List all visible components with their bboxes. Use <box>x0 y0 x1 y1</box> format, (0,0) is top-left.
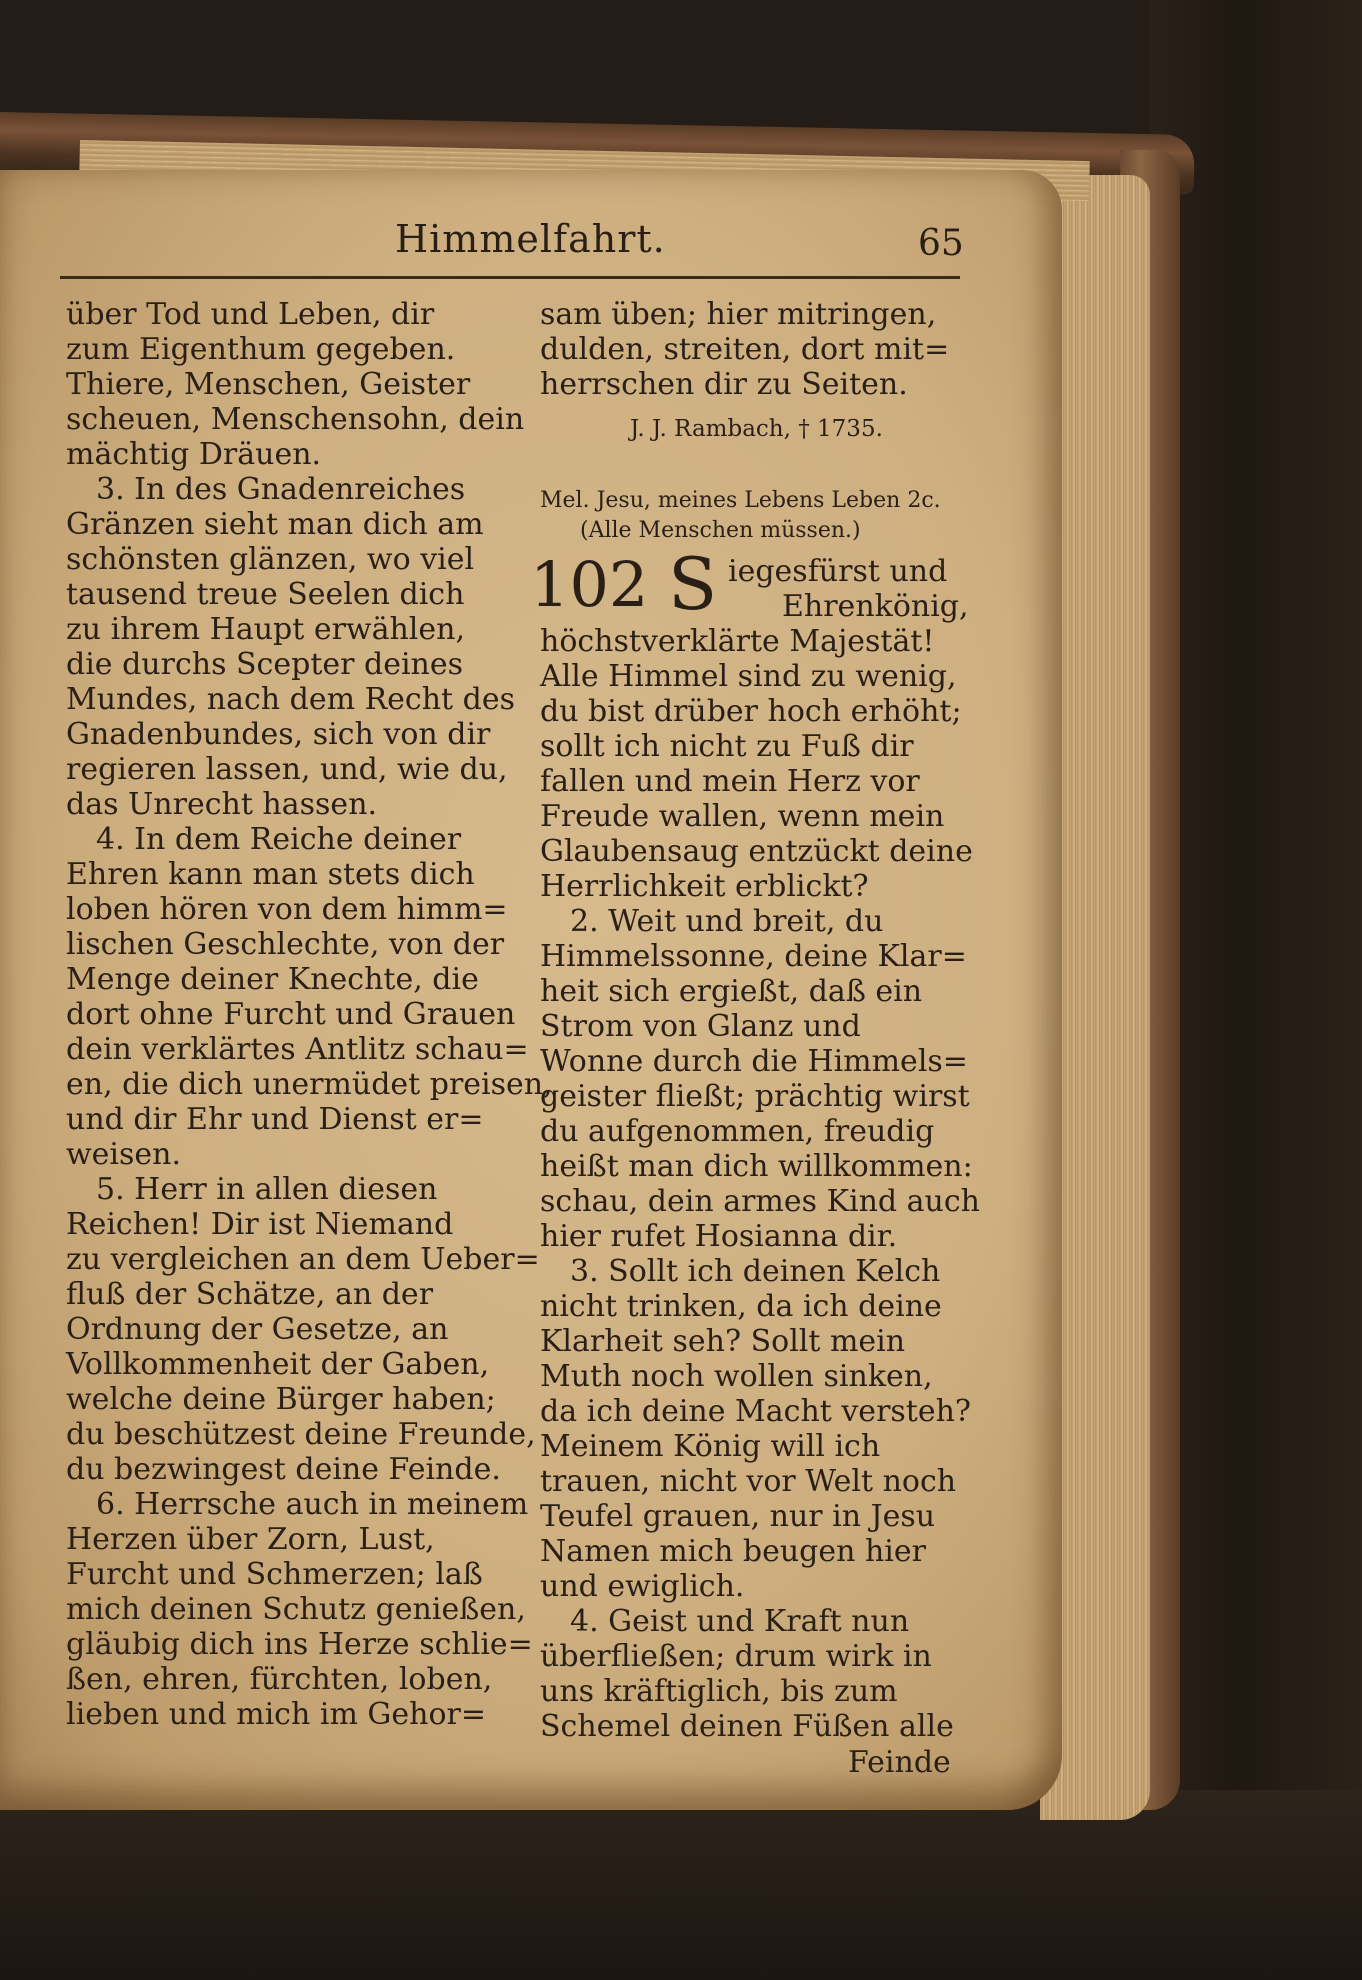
right-line: heißt man dich willkommen: <box>540 1149 973 1184</box>
left-line: das Unrecht hassen. <box>66 787 378 822</box>
right-line: geister fließt; prächtig wirst <box>540 1079 970 1114</box>
right-line: überfließen; drum wirk in <box>540 1639 932 1674</box>
left-line: lieben und mich im Gehor= <box>66 1697 486 1732</box>
right-line: Glaubensaug entzückt deine <box>540 834 973 869</box>
left-line: Herzen über Zorn, Lust, <box>66 1522 435 1557</box>
background-bottom <box>0 1790 1362 1980</box>
left-line: mich deinen Schutz genießen, <box>66 1592 526 1627</box>
left-line: du bezwingest deine Feinde. <box>66 1452 501 1487</box>
left-line: regieren lassen, und, wie du, <box>66 752 508 787</box>
left-line: gläubig dich ins Herze schlie= <box>66 1627 533 1662</box>
right-line: da ich deine Macht versteh? <box>540 1394 972 1429</box>
left-line: Furcht und Schmerzen; laß <box>66 1557 483 1592</box>
left-line: 3. In des Gnadenreiches <box>96 472 466 507</box>
left-line: loben hören von dem himm= <box>66 892 508 927</box>
right-line: hier rufet Hosianna dir. <box>540 1219 898 1254</box>
left-line: Gränzen sieht man dich am <box>66 507 484 542</box>
left-line: Gnadenbundes, sich von dir <box>66 717 491 752</box>
left-line: über Tod und Leben, dir <box>66 297 435 332</box>
right-line: Alle Himmel sind zu wenig, <box>540 659 957 694</box>
left-line: zum Eigenthum gegeben. <box>66 332 456 367</box>
left-line: lischen Geschlechte, von der <box>66 927 505 962</box>
right-line: Himmelssonne, deine Klar= <box>540 939 967 974</box>
left-line: weisen. <box>66 1137 182 1172</box>
right-line: Strom von Glanz und <box>540 1009 861 1044</box>
right-line: heit sich ergießt, daß ein <box>540 974 923 1009</box>
right-line: Meinem König will ich <box>540 1429 881 1464</box>
left-line: Ordnung der Gesetze, an <box>66 1312 449 1347</box>
right-line: dulden, streiten, dort mit= <box>540 332 950 367</box>
right-line: fallen und mein Herz vor <box>540 764 920 799</box>
right-line: Herrlichkeit erblickt? <box>540 869 869 904</box>
hymn-second-line: Ehrenkönig, <box>782 589 969 624</box>
left-line: du beschützest deine Freunde, <box>66 1417 536 1452</box>
right-line: 2. Weit und breit, du <box>570 904 884 939</box>
left-line: 5. Herr in allen diesen <box>96 1172 438 1207</box>
left-line: zu vergleichen an dem Ueber= <box>66 1242 540 1277</box>
left-line: 6. Herrsche auch in meinem <box>96 1487 529 1522</box>
left-line: Thiere, Menschen, Geister <box>66 367 471 402</box>
right-line: Wonne durch die Himmels= <box>540 1044 968 1079</box>
left-line: zu ihrem Haupt erwählen, <box>66 612 466 647</box>
author-attribution: J. J. Rambach, † 1735. <box>630 416 883 442</box>
hymn-number: 102 <box>530 548 649 621</box>
left-line: scheuen, Menschensohn, dein <box>66 402 525 437</box>
running-head: Himmelfahrt. <box>395 217 666 261</box>
drop-cap: S <box>668 542 718 626</box>
left-line: und dir Ehr und Dienst er= <box>66 1102 484 1137</box>
hymn-first-line: iegesfürst und <box>728 554 948 589</box>
page-number: 65 <box>918 223 964 264</box>
right-line: du aufgenommen, freudig <box>540 1114 935 1149</box>
catchword: Feinde <box>848 1745 951 1780</box>
melody-alt-line: (Alle Menschen müssen.) <box>580 518 861 543</box>
right-line: du bist drüber hoch erhöht; <box>540 694 962 729</box>
left-line: Vollkommenheit der Gaben, <box>66 1347 490 1382</box>
left-line: Ehren kann man stets dich <box>66 857 475 892</box>
left-line: 4. In dem Reiche deiner <box>96 822 462 857</box>
right-line: sam üben; hier mitringen, <box>540 297 937 332</box>
header-rule <box>60 276 960 279</box>
left-line: Menge deiner Knechte, die <box>66 962 479 997</box>
left-line: ßen, ehren, fürchten, loben, <box>66 1662 493 1697</box>
left-line: die durchs Scepter deines <box>66 647 464 682</box>
left-line: en, die dich unermüdet preisen, <box>66 1067 553 1102</box>
left-line: Mundes, nach dem Recht des <box>66 682 516 717</box>
right-line: Klarheit seh? Sollt mein <box>540 1324 906 1359</box>
right-line: sollt ich nicht zu Fuß dir <box>540 729 914 764</box>
right-line: und ewiglich. <box>540 1569 745 1604</box>
right-line: trauen, nicht vor Welt noch <box>540 1464 957 1499</box>
right-line: herrschen dir zu Seiten. <box>540 367 908 402</box>
book-page <box>0 170 1062 1810</box>
left-line: Reichen! Dir ist Niemand <box>66 1207 454 1242</box>
right-line: höchstverklärte Majestät! <box>540 624 935 659</box>
left-line: fluß der Schätze, an der <box>66 1277 434 1312</box>
right-line: Muth noch wollen sinken, <box>540 1359 933 1394</box>
right-line: Namen mich beugen hier <box>540 1534 927 1569</box>
right-line: schau, dein armes Kind auch <box>540 1184 980 1219</box>
background-right <box>1150 0 1362 1980</box>
right-line: uns kräftiglich, bis zum <box>540 1674 898 1709</box>
right-line: nicht trinken, da ich deine <box>540 1289 942 1324</box>
melody-line: Mel. Jesu, meines Lebens Leben 2c. <box>540 488 941 513</box>
right-line: 4. Geist und Kraft nun <box>570 1604 910 1639</box>
left-line: dort ohne Furcht und Grauen <box>66 997 516 1032</box>
left-line: schönsten glänzen, wo viel <box>66 542 475 577</box>
right-line: Teufel grauen, nur in Jesu <box>540 1499 936 1534</box>
right-line: 3. Sollt ich deinen Kelch <box>570 1254 941 1289</box>
right-line: Schemel deinen Füßen alle <box>540 1709 954 1744</box>
left-line: welche deine Bürger haben; <box>66 1382 496 1417</box>
left-line: dein verklärtes Antlitz schau= <box>66 1032 529 1067</box>
right-line: Freude wallen, wenn mein <box>540 799 945 834</box>
left-line: tausend treue Seelen dich <box>66 577 465 612</box>
left-line: mächtig Dräuen. <box>66 437 322 472</box>
